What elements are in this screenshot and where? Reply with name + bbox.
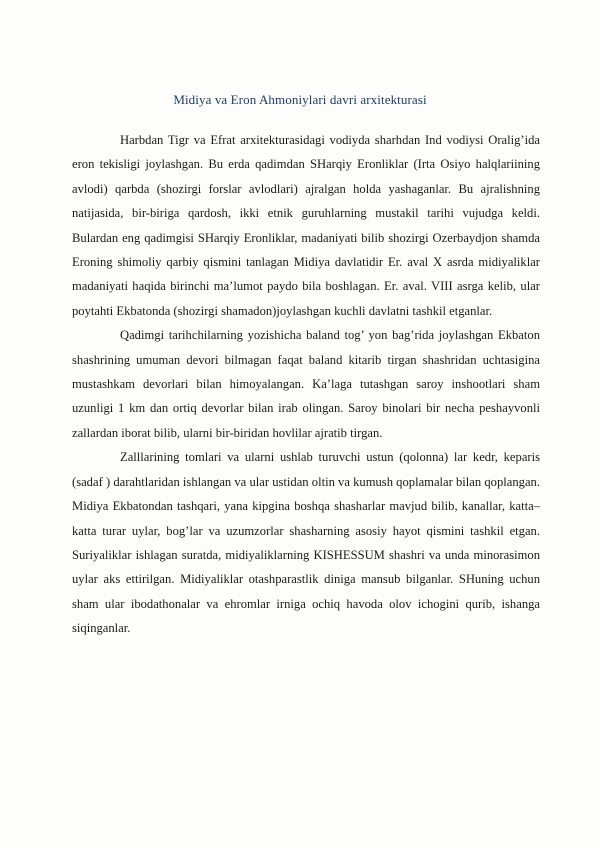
document-title: Midiya va Eron Ahmoniylari davri arxitekturasi <box>173 92 427 107</box>
paragraph-3: Zalllarining tomlari va ularni ushlab turuvchi ustun (qolonna) lar kedr, keparis (sadaf ) darahtlaridan ishlangan va ular ustidan oltin va kumush qoplamalar bilan qoplangan. Midiya Ekbatondan tashqari, yana kipgina boshqa shasharlar mavjud bilib, kanallar, katta–katta turar uylar, bog’lar va uzumzorlar shasharning asosiy hayot qismini tashkil etgan. Suriyaliklar ishlagan suratda, midiyaliklarning KISHESSUM shashri va unda minorasimon uylar aks ettirilgan. Midiyaliklar otashparastlik diniga mansub bilganlar. SHuning uchun sham ular ibodathonalar va ehromlar irniga ochiq havoda olov ichogini qurib, ishanga siqinganlar. <box>72 450 540 636</box>
paragraph-2: Qadimgi tarihchilarning yozishicha baland tog’ yon bag’rida joylashgan Ekbaton shashrining umuman devori bilmagan faqat baland kitarib tirgan shashridan uchtasigina mustashkam devorlari bilan himoyalangan. Ka’laga tutashgan saroy inshootlari sham uzunligi 1 km dan ortiq devorlar bilan irab olingan. Saroy binolari bir necha peshayvonli zallardan iborat bilib, ularni bir-biridan hovlilar ajratib tirgan. <box>72 328 540 440</box>
paragraph-1: Harbdan Tigr va Efrat arxitekturasidagi vodiyda sharhdan Ind vodiysi Oralig’ida eron tekisligi joylashgan. Bu erda qadimdan SHarqiy Eronliklar (Irta Osiyo halqlariining avlodi) qarbda (shozirgi forslar avlodlari) ajralgan holda yashaganlar. Bu ajralishning natijasida, bir-biriga qardosh, ikki etnik guruhlarning mustakil tarihi vujudga keldi. Bulardan eng qadimgisi SHarqiy Eronliklar, madaniyati bilib shozirgi Ozerbaydjon shamda Eroning shimoliy qarbiy qismini tanlagan Midiya davlatidir Er. aval X asrda midiyaliklar madaniyati haqida birinchi ma’lumot paydo bila boshlagan. Er. aval. VIII asrga kelib, ular poytahti Ekbatonda (shozirgi shamadon)joylashgan kuchli davlatni tashkil etganlar. <box>72 133 540 318</box>
document-body <box>72 128 540 641</box>
